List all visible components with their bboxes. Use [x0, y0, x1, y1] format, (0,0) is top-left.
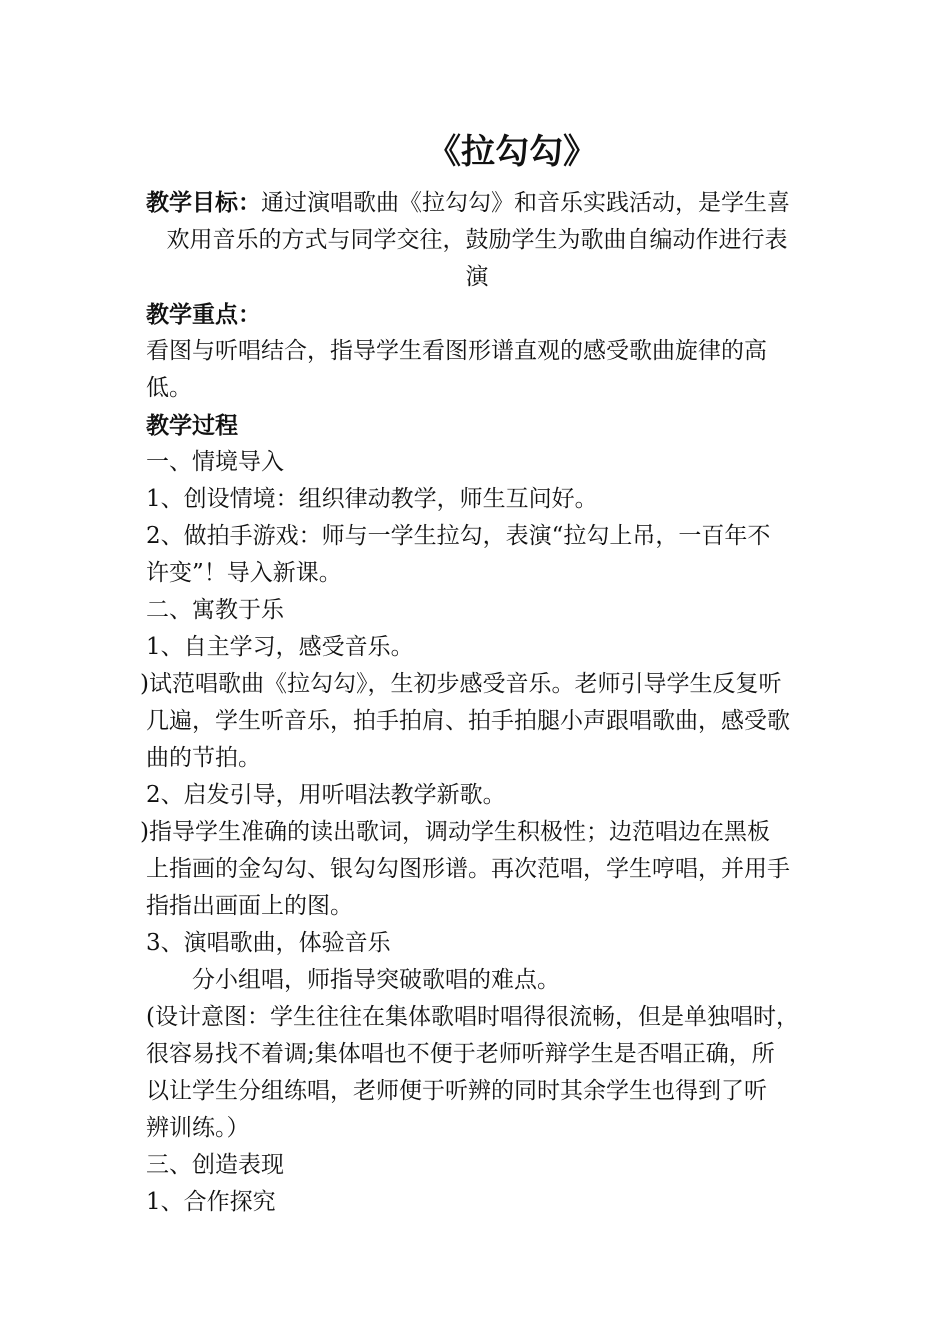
- design-intent-line-1: (设计意图：学生往往在集体歌唱时唱得很流畅，但是单独唱时，: [146, 1004, 799, 1030]
- section-2-item-2-line-1: )指导学生准确的读出歌词，调动学生积极性；边范唱边在黑板: [140, 819, 770, 845]
- objective-line-1: [146, 184, 808, 222]
- section-2-item-1-line-3: 曲的节拍。: [146, 745, 261, 771]
- objective-text-1: 通过演唱歌曲《拉勾勾》和音乐实践活动，是学生喜: [261, 190, 790, 216]
- section-2-item-1-line-1: )试范唱歌曲《拉勾勾》，生初步感受音乐。老师引导学生反复听: [140, 671, 782, 697]
- key-point-line-2: 低。: [146, 375, 192, 401]
- process-heading: 教学过程: [146, 412, 238, 439]
- section-2-item-3-line-1: 分小组唱，师指导突破歌唱的难点。: [192, 967, 560, 993]
- section-2-item-1: 1、自主学习，感受音乐。: [146, 634, 414, 660]
- design-intent-line-4: 辨训练。）: [146, 1115, 250, 1141]
- section-3-heading: 三、创造表现: [146, 1152, 284, 1178]
- section-2-item-2-line-3: 指指出画面上的图。: [146, 893, 353, 919]
- design-intent-line-2: 很容易找不着调;集体唱也不便于老师听辩学生是否唱正确，所: [146, 1041, 775, 1067]
- document-page: [140, 128, 808, 1221]
- section-1-item-2-line-2: 许变”！导入新课。: [146, 560, 342, 586]
- key-point-line-1: 看图与听唱结合，指导学生看图形谱直观的感受歌曲旋律的高: [146, 338, 767, 364]
- section-2-item-2-line-2: 上指画的金勾勾、银勾勾图形谱。再次范唱，学生哼唱，并用手: [146, 856, 790, 882]
- objective-label: 教学目标：: [146, 189, 261, 216]
- section-2-item-2: 2、启发引导，用听唱法教学新歌。: [146, 782, 506, 808]
- document-title: 《拉勾勾》: [427, 132, 597, 172]
- section-1-heading: 一、情境导入: [146, 449, 284, 475]
- section-2-item-1-line-2: 几遍，学生听音乐，拍手拍肩、拍手拍腿小声跟唱歌曲，感受歌: [146, 708, 790, 734]
- key-point-label: 教学重点：: [146, 301, 261, 328]
- section-3-item-1: 1、合作探究: [146, 1189, 276, 1215]
- section-2-item-3: 3、演唱歌曲，体验音乐: [146, 930, 391, 956]
- objective-line-3: 演: [465, 264, 489, 290]
- section-1-item-1: 1、创设情境：组织律动教学，师生互问好。: [146, 486, 598, 512]
- section-2-heading: 二、寓教于乐: [146, 597, 284, 623]
- objective-line-2: 欢用音乐的方式与同学交往，鼓励学生为歌曲自编动作进行表: [166, 227, 788, 253]
- section-1-item-2-line-1: 2、做拍手游戏：师与一学生拉勾，表演“拉勾上吊，一百年不: [146, 523, 771, 549]
- design-intent-line-3: 以让学生分组练唱，老师便于听辨的同时其余学生也得到了听: [146, 1078, 767, 1104]
